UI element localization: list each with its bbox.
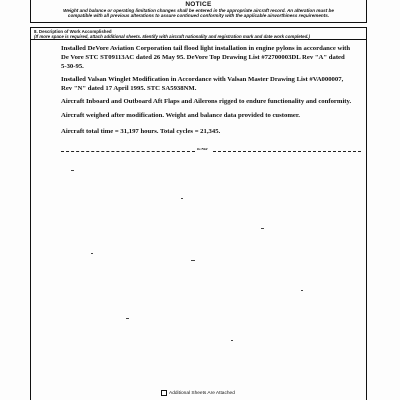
notice-line-1: Weight and balance or operating limitation changes shall be entered in the appropriate aircraft record. An alteration must be <box>63 8 334 13</box>
notice-line-2: compatible with all previous alterations to assure continued conformity with the applicable airworthiness requirements. <box>67 13 330 19</box>
scan-speck <box>301 290 303 291</box>
work-entry-3 <box>61 97 361 106</box>
scan-speck <box>191 260 195 261</box>
scan-speck <box>126 318 129 319</box>
section-title: Description of Work Accomplished <box>38 29 112 34</box>
header-divider <box>31 39 366 40</box>
scan-speck <box>231 340 233 341</box>
entry-line: Rev "N" dated 17 April 1995. STC SA5938NM. <box>61 85 197 92</box>
additional-sheets-row[interactable] <box>161 390 235 396</box>
work-entry-4 <box>61 111 361 120</box>
entry-line: De Vore STC ST09113AC dated 26 May 95. DeVore Top Drawing List #72700003DL Rev "A" dated <box>61 54 345 61</box>
entry-line: Aircraft weighed after modification. Weight and balance data provided to customer. <box>61 112 300 119</box>
notice-box <box>30 0 367 23</box>
additional-sheets-checkbox[interactable] <box>161 390 167 396</box>
section-subtitle: (If more space is required, attach additional sheets. Identify with aircraft nationality and registration mark and date work completed.) <box>34 34 310 39</box>
entry-line: 5-30-95. <box>61 63 84 70</box>
entry-line: Installed Valsan Winglet Modification in Accordance with Valsan Master Drawing List #VA000007, <box>61 76 344 83</box>
end-dash-left <box>61 151 195 152</box>
entry-line: Aircraft total time = 31,197 hours. Total cycles = 21,345. <box>61 128 221 135</box>
section-number: 8. <box>34 29 38 34</box>
scan-speck <box>71 170 74 171</box>
section-header <box>34 29 364 39</box>
scan-speck <box>261 228 264 229</box>
work-entry-2 <box>61 75 361 93</box>
work-entry-5 <box>61 127 361 136</box>
work-entry-1 <box>61 44 361 71</box>
entry-line: Aircraft Inboard and Outboard Aft Flaps and Ailerons rigged to endure functionality and conformity. <box>61 98 352 105</box>
notice-title: NOTICE <box>185 1 212 8</box>
additional-sheets-label: Additional Sheets Are Attached <box>169 390 235 396</box>
work-description-section <box>30 27 367 400</box>
end-marker-label: END <box>197 148 208 152</box>
end-dash-right <box>213 151 361 152</box>
scan-speck <box>91 253 93 254</box>
entry-line: Installed DeVore Aviation Corporation tail flood light installation in engine pylons in accordance with <box>61 45 351 52</box>
end-marker-line <box>61 148 361 155</box>
notice-text <box>31 8 366 19</box>
scan-speck <box>181 198 183 199</box>
